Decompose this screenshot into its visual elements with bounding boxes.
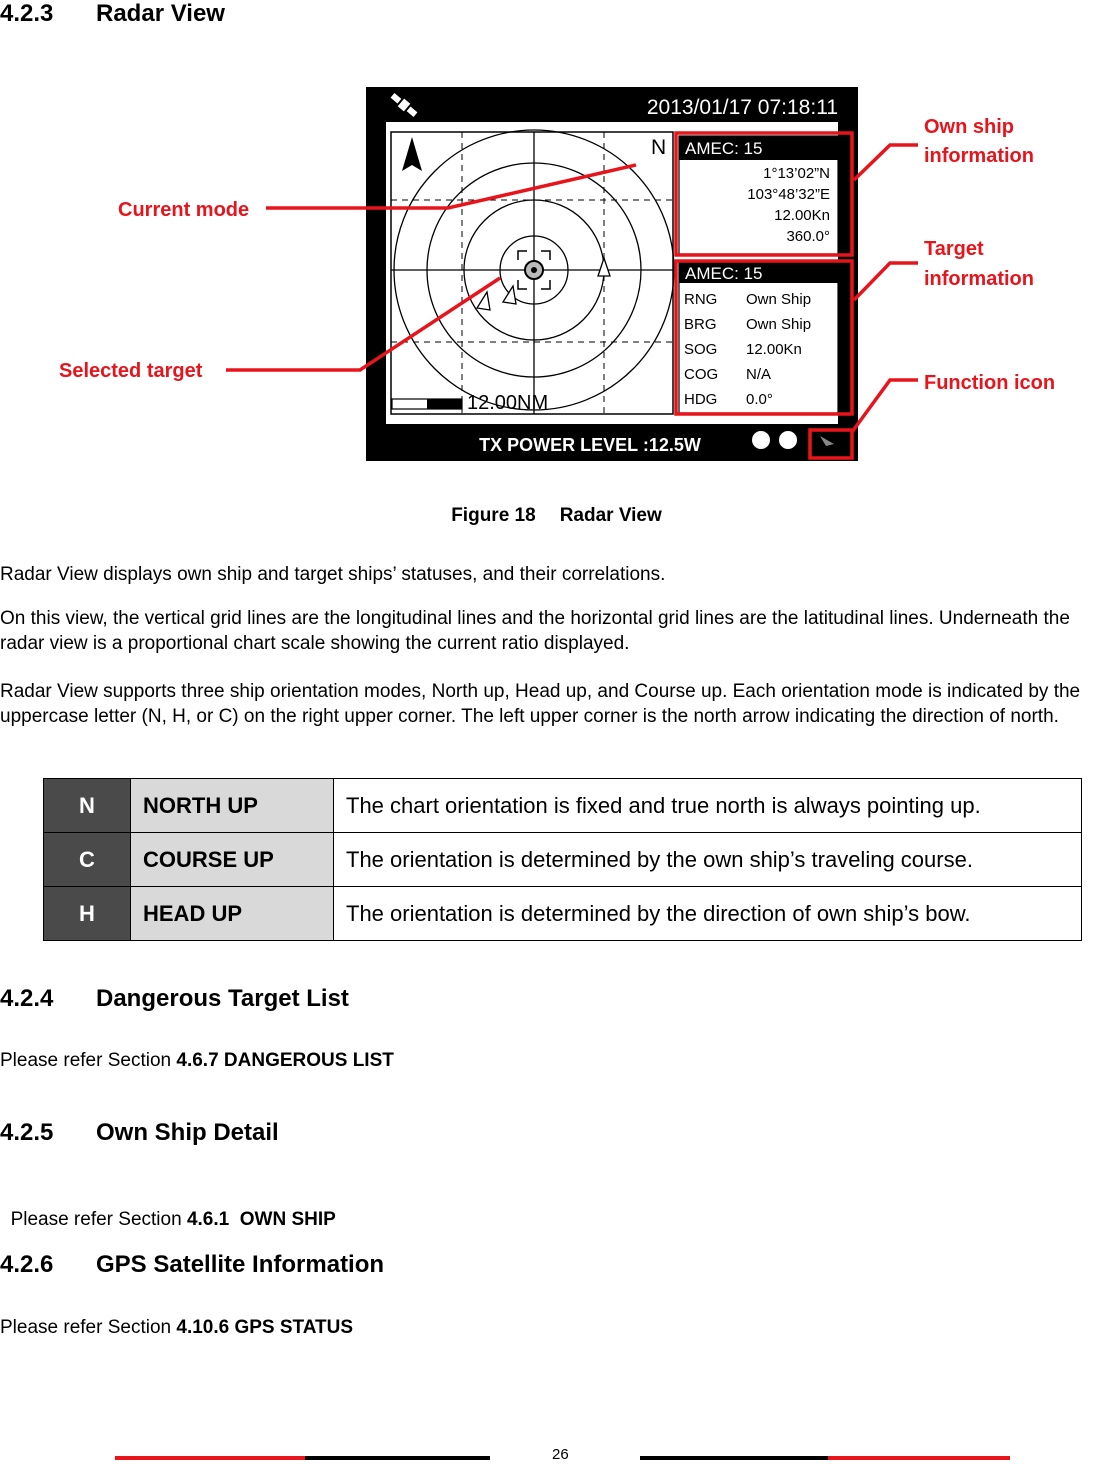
target-row-key: COG [684, 366, 719, 383]
own-ship-info-box[interactable] [679, 136, 838, 254]
reference-link[interactable]: 4.6.1 OWN SHIP [186, 1209, 336, 1230]
section-reference [0, 1315, 353, 1340]
footer-rule-red-right [828, 1456, 1010, 1460]
target-row-value: Own Ship [746, 316, 812, 333]
target-label-line1: Target [924, 238, 984, 260]
section-reference [0, 1182, 336, 1232]
target-row-key: SOG [684, 341, 718, 358]
selected-target-label: Selected target [59, 360, 203, 382]
tx-power-level: TX POWER LEVEL :12.5W [479, 435, 701, 455]
mode-name: COURSE UP [131, 833, 334, 887]
section-number: 4.2.5 [0, 1119, 54, 1146]
screen-datetime: 2013/01/17 07:18:11 [646, 96, 838, 119]
section-heading-own-ship-detail [0, 1119, 279, 1147]
function-icon-callout-line [852, 380, 918, 432]
current-mode-label: Current mode [118, 199, 250, 221]
status-indicator-icon [779, 431, 797, 449]
own-ship-header: AMEC: 15 [685, 139, 763, 158]
function-icon-label: Function icon [924, 372, 1056, 394]
own-ship-label-line2: information [924, 145, 1034, 167]
target-row-value: 12.00Kn [746, 341, 802, 358]
own-ship-heading: 360.0° [786, 228, 830, 245]
scale-label: 12.00NM [467, 392, 549, 414]
paragraph: Radar View supports three ship orientation modes, North up, Head up, and Course up. Each orientation mode is indicated by the uppercase letter (N, H, or C) on the right upper corner. The left upper corner is the north arrow indicating the direction of north. [0, 681, 1081, 727]
section-title: GPS Satellite Information [96, 1251, 385, 1278]
target-info-box[interactable] [679, 263, 838, 413]
footer-rule-black-right [640, 1456, 828, 1460]
section-reference [0, 1048, 394, 1073]
own-ship-speed: 12.00Kn [774, 207, 830, 224]
orientation-modes-table [43, 778, 1082, 941]
own-ship-longitude: 103°48’32”E [747, 186, 830, 203]
mode-name: NORTH UP [131, 779, 334, 833]
section-title: Dangerous Target List [96, 985, 349, 1012]
own-ship-callout-line [854, 145, 918, 180]
paragraph: Radar View displays own ship and target ships’ statuses, and their correlations. [0, 564, 666, 585]
target-row-value: N/A [746, 366, 772, 383]
table-row [44, 887, 1082, 941]
table-row [44, 779, 1082, 833]
target-label-line2: information [924, 268, 1034, 290]
radar-plot [391, 130, 674, 414]
radar-view-figure [0, 80, 1113, 480]
target-header: AMEC: 15 [685, 264, 763, 283]
target-row-value: 0.0° [746, 391, 773, 408]
section-heading-gps-satellite-information [0, 1251, 384, 1279]
figure-caption [0, 505, 1113, 527]
table-row [44, 833, 1082, 887]
reference-link[interactable]: 4.6.7 DANGEROUS LIST [176, 1050, 394, 1071]
mode-description: The orientation is determined by the direction of own ship’s bow. [334, 887, 1082, 941]
figure-label: Figure 18 [451, 505, 536, 526]
section-number: 4.2.3 [0, 0, 54, 27]
section-number: 4.2.4 [0, 985, 54, 1012]
reference-prefix: Please refer Section [10, 1209, 187, 1230]
section-heading-dangerous-target-list [0, 985, 349, 1013]
mode-name: HEAD UP [131, 887, 334, 941]
mode-letter: H [44, 887, 131, 941]
target-row-key: BRG [684, 316, 717, 333]
section-title: Own Ship Detail [96, 1119, 279, 1146]
section-number: 4.2.6 [0, 1251, 54, 1278]
status-indicator-icon [752, 431, 770, 449]
paragraph: On this view, the vertical grid lines are the longitudinal lines and the horizontal grid lines are the latitudinal lines. Underneath the radar view is a proportional chart scale showing the current ratio displayed. [0, 608, 1070, 654]
orientation-mode-letter: N [651, 136, 667, 159]
section-heading-radar-view [0, 0, 225, 28]
mode-letter: C [44, 833, 131, 887]
mode-letter: N [44, 779, 131, 833]
target-row-key: RNG [684, 291, 718, 308]
reference-link[interactable]: 4.10.6 GPS STATUS [176, 1317, 354, 1338]
target-callout-line [854, 263, 918, 300]
own-ship-label-line1: Own ship [924, 116, 1014, 138]
target-row-value: Own Ship [746, 291, 812, 308]
reference-prefix: Please refer Section [0, 1317, 177, 1338]
mode-description: The chart orientation is fixed and true north is always pointing up. [334, 779, 1082, 833]
section-title: Radar View [96, 0, 225, 27]
figure-title: Radar View [559, 505, 662, 526]
footer-rule-red-left [115, 1456, 305, 1460]
target-row-key: HDG [684, 391, 718, 408]
mode-description: The orientation is determined by the own ship’s traveling course. [334, 833, 1082, 887]
own-ship-latitude: 1°13’02”N [763, 165, 830, 182]
reference-prefix: Please refer Section [0, 1050, 177, 1071]
page-number: 26 [552, 1446, 569, 1463]
footer-rule-black-left [305, 1456, 490, 1460]
